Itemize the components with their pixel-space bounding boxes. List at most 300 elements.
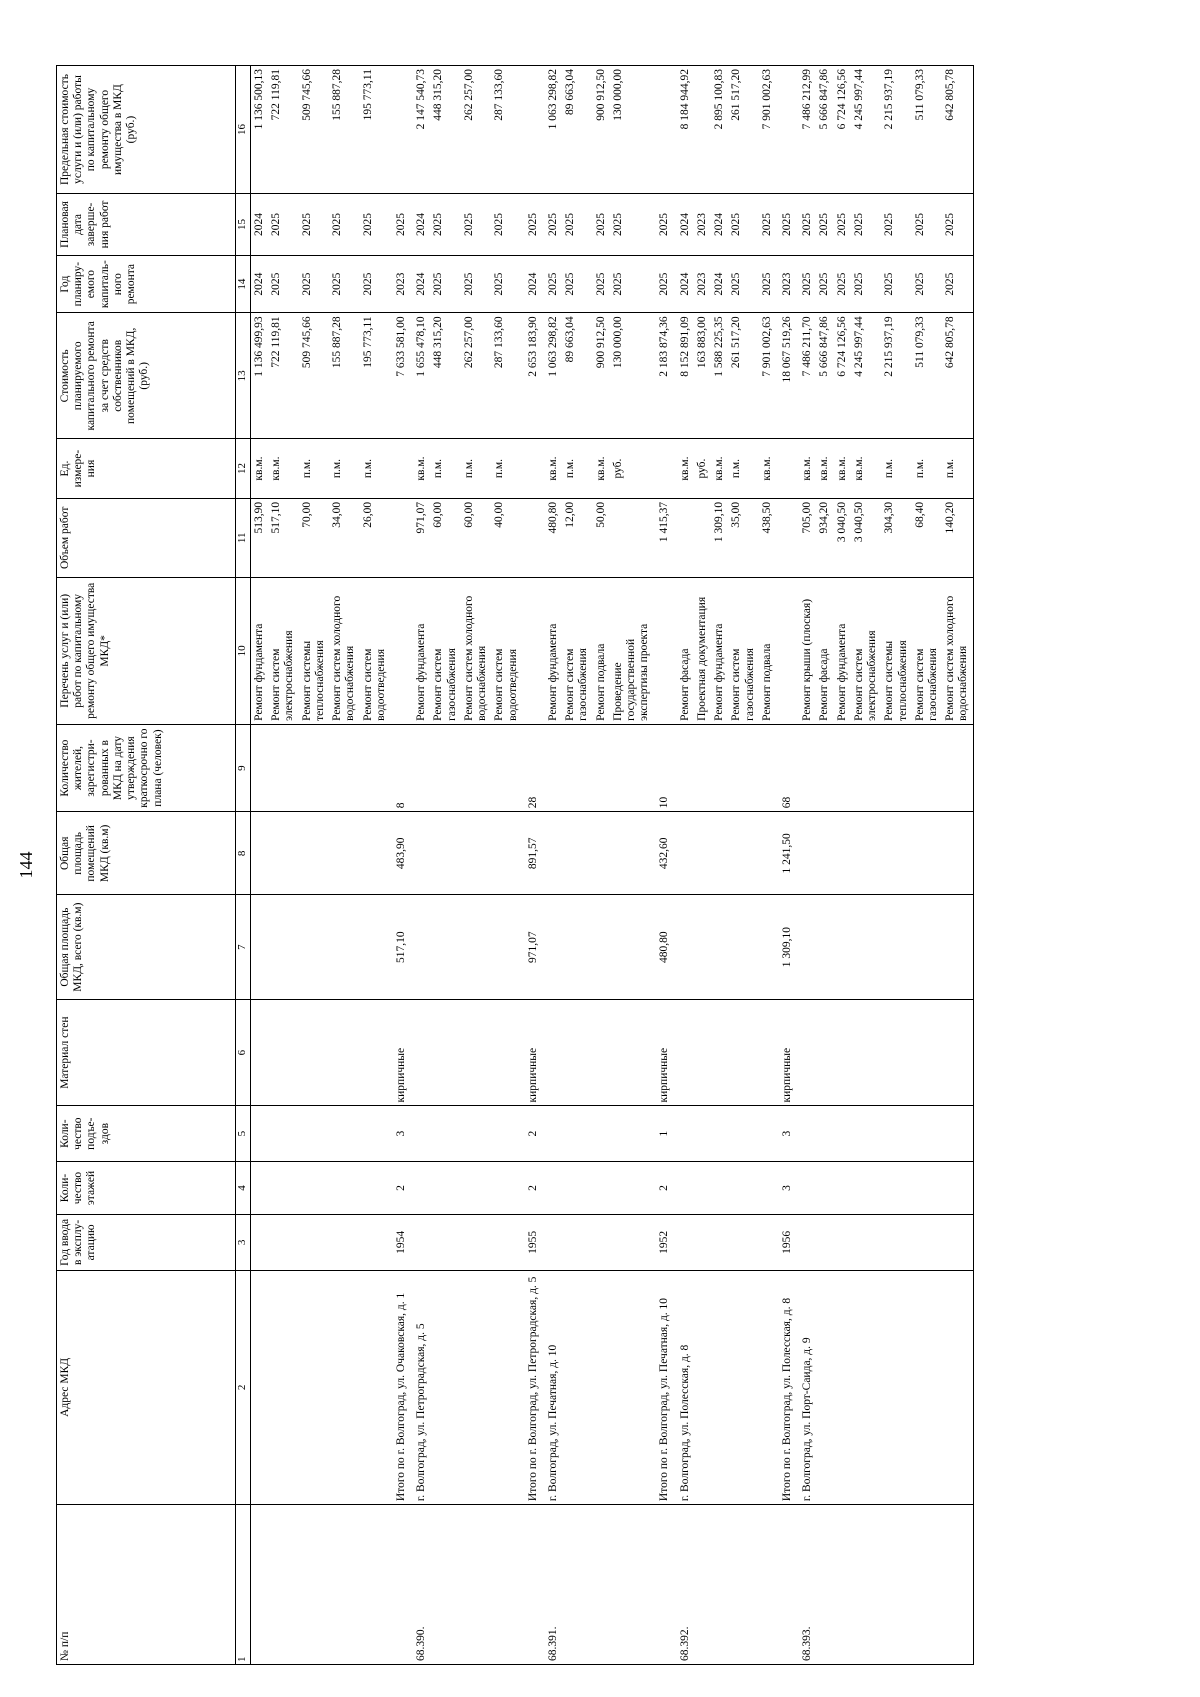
cell-col-13: 2 215 937,19 [881, 313, 911, 439]
cell-col-7 [562, 895, 592, 999]
cell-col-4 [912, 1161, 942, 1214]
cell-col-14: 2025 [329, 255, 359, 313]
cell-col-8 [430, 812, 460, 895]
cell-col-5 [562, 1106, 592, 1161]
cell-col-4 [610, 1161, 654, 1214]
column-header-row [57, 66, 236, 1665]
cell-col-12: руб. [610, 439, 654, 499]
cell-col-14: 2025 [881, 255, 911, 313]
cell-col-9 [816, 724, 833, 811]
cell-col-6 [694, 999, 711, 1106]
cell-col-12: п.м. [430, 439, 460, 499]
cell-col-13: 900 912,50 [593, 313, 610, 439]
cell-col-2: г. Волгоград, ул. Порт-Саида, д. 9 [796, 1270, 816, 1505]
cell-col-16: 4 245 997,44 [851, 66, 881, 194]
table-row [251, 66, 269, 1665]
cell-col-11 [776, 498, 796, 577]
cell-col-16: 7 486 212,99 [796, 66, 816, 194]
cell-col-7: 480,80 [653, 895, 673, 999]
cell-col-7: 971,07 [522, 895, 542, 999]
cell-col-12: п.м. [360, 439, 390, 499]
cell-col-10 [522, 577, 542, 724]
cell-col-11: 3 040,50 [834, 498, 851, 577]
cell-col-3 [491, 1215, 521, 1270]
cell-col-6 [299, 999, 329, 1106]
cell-col-6 [759, 999, 776, 1106]
cell-col-11: 1 415,37 [653, 498, 673, 577]
cell-col-1 [728, 1505, 758, 1665]
cell-col-14: 2025 [268, 255, 298, 313]
cell-col-5 [942, 1106, 973, 1161]
cell-col-16: 287 133,60 [491, 66, 521, 194]
cell-col-15: 2025 [942, 194, 973, 256]
table-row [329, 66, 359, 1665]
cell-col-8 [542, 812, 562, 895]
cell-col-9 [694, 724, 711, 811]
cell-col-2: Итого по г. Волгоград, ул. Петроградская, д. 5 [522, 1270, 542, 1505]
cell-col-9 [329, 724, 359, 811]
cell-col-3 [759, 1215, 776, 1270]
cell-col-3: 1956 [776, 1215, 796, 1270]
cell-col-3 [796, 1215, 816, 1270]
cell-col-2 [562, 1270, 592, 1505]
cell-col-10: Ремонт систем водоотведения [491, 577, 521, 724]
cell-col-14: 2025 [461, 255, 491, 313]
cell-col-14: 2025 [942, 255, 973, 313]
cell-col-12: кв.м. [593, 439, 610, 499]
cell-col-12: кв.м. [410, 439, 430, 499]
cell-col-12 [776, 439, 796, 499]
cell-col-15: 2025 [728, 194, 758, 256]
cell-col-2 [329, 1270, 359, 1505]
cell-col-7 [851, 895, 881, 999]
cell-col-7 [360, 895, 390, 999]
cell-col-9 [299, 724, 329, 811]
cell-col-15: 2025 [461, 194, 491, 256]
cell-col-8: 891,57 [522, 812, 542, 895]
cell-col-2: г. Волгоград, ул. Петроградская, д. 5 [410, 1270, 430, 1505]
cell-col-6 [851, 999, 881, 1106]
cell-col-15: 2025 [299, 194, 329, 256]
cell-col-4 [329, 1161, 359, 1214]
address-row [542, 66, 562, 1665]
cell-col-4 [674, 1161, 694, 1214]
cell-col-13: 7 901 002,63 [759, 313, 776, 439]
cell-col-14: 2025 [430, 255, 460, 313]
cell-col-16: 448 315,20 [430, 66, 460, 194]
table-row [881, 66, 911, 1665]
cell-col-11: 60,00 [430, 498, 460, 577]
cell-col-16: 722 119,81 [268, 66, 298, 194]
address-row [796, 66, 816, 1665]
cell-col-7 [299, 895, 329, 999]
cell-col-11: 26,00 [360, 498, 390, 577]
cell-col-14: 2025 [542, 255, 562, 313]
table-row [430, 66, 460, 1665]
cell-col-4 [942, 1161, 973, 1214]
cell-col-6: кирпичные [653, 999, 673, 1106]
cell-col-8 [299, 812, 329, 895]
cell-col-8 [759, 812, 776, 895]
cell-col-13: 2 183 874,36 [653, 313, 673, 439]
cell-col-11: 34,00 [329, 498, 359, 577]
cell-col-3: 1954 [390, 1215, 410, 1270]
cell-col-9: 28 [522, 724, 542, 811]
cell-col-10: Ремонт систем водоотведения [360, 577, 390, 724]
cell-col-7 [759, 895, 776, 999]
cell-col-4 [796, 1161, 816, 1214]
cell-col-4 [299, 1161, 329, 1214]
cell-col-16: 6 724 126,56 [834, 66, 851, 194]
cell-col-4 [268, 1161, 298, 1214]
cell-col-16: 262 257,00 [461, 66, 491, 194]
cell-col-10: Ремонт фундамента [251, 577, 269, 724]
cell-col-3 [593, 1215, 610, 1270]
cell-col-5 [694, 1106, 711, 1161]
cell-col-11: 480,80 [542, 498, 562, 577]
cell-col-6 [461, 999, 491, 1106]
cell-col-2: Итого по г. Волгоград, ул. Печатная, д. 10 [653, 1270, 673, 1505]
cell-col-3 [430, 1215, 460, 1270]
cell-col-5 [329, 1106, 359, 1161]
cell-col-8 [461, 812, 491, 895]
cell-col-13: 1 063 298,82 [542, 313, 562, 439]
cell-col-11 [522, 498, 542, 577]
table-row [912, 66, 942, 1665]
cell-col-16: 2 215 937,19 [881, 66, 911, 194]
column-header-16: Предельная стоимость услуги и (или) работы по капитальному ремонту общего имущества в МКД (руб.) [57, 66, 236, 194]
column-number-5: 5 [236, 1106, 251, 1161]
cell-col-7 [834, 895, 851, 999]
cell-col-14: 2025 [912, 255, 942, 313]
table-row [816, 66, 833, 1665]
table-row [461, 66, 491, 1665]
cell-col-1 [816, 1505, 833, 1665]
cell-col-12: кв.м. [816, 439, 833, 499]
cell-col-5: 2 [522, 1106, 542, 1161]
cell-col-14: 2025 [360, 255, 390, 313]
cell-col-1 [912, 1505, 942, 1665]
cell-col-9 [360, 724, 390, 811]
cell-col-7 [942, 895, 973, 999]
cell-col-7 [542, 895, 562, 999]
cell-col-10: Ремонт фасада [816, 577, 833, 724]
cell-col-10: Ремонт подвала [759, 577, 776, 724]
cell-col-4 [491, 1161, 521, 1214]
cell-col-12: кв.м. [796, 439, 816, 499]
cell-col-14: 2025 [796, 255, 816, 313]
cell-col-15: 2025 [610, 194, 654, 256]
cell-col-12: п.м. [881, 439, 911, 499]
cell-col-7 [329, 895, 359, 999]
cell-col-12: кв.м. [711, 439, 728, 499]
cell-col-16: 261 517,20 [728, 66, 758, 194]
cell-col-8 [329, 812, 359, 895]
table-row [593, 66, 610, 1665]
column-number-4: 4 [236, 1161, 251, 1214]
cell-col-10 [776, 577, 796, 724]
table-row [562, 66, 592, 1665]
column-header-3: Год ввода в эксплу-атацию [57, 1215, 236, 1270]
cell-col-4 [694, 1161, 711, 1214]
cell-col-5 [711, 1106, 728, 1161]
cell-col-11: 971,07 [410, 498, 430, 577]
cell-col-6 [942, 999, 973, 1106]
address-row [674, 66, 694, 1665]
cell-col-11: 438,50 [759, 498, 776, 577]
cell-col-2 [759, 1270, 776, 1505]
cell-col-9 [461, 724, 491, 811]
cell-col-1 [329, 1505, 359, 1665]
cell-col-11 [674, 498, 694, 577]
cell-col-15: 2024 [251, 194, 269, 256]
cell-col-16: 130 000,00 [610, 66, 654, 194]
cell-col-16: 8 184 944,92 [674, 66, 694, 194]
cell-col-16: 7 901 002,63 [759, 66, 776, 194]
cell-col-6 [329, 999, 359, 1106]
cell-col-4: 3 [776, 1161, 796, 1214]
cell-col-13: 4 245 997,44 [851, 313, 881, 439]
cell-col-5 [728, 1106, 758, 1161]
cell-col-13: 2 653 183,90 [522, 313, 542, 439]
cell-col-3: 1952 [653, 1215, 673, 1270]
cell-col-3 [728, 1215, 758, 1270]
cell-col-13: 262 257,00 [461, 313, 491, 439]
cell-col-2 [912, 1270, 942, 1505]
column-header-14: Год планиру-емого капиталь-ного ремонта [57, 255, 236, 313]
cell-col-7 [796, 895, 816, 999]
cell-col-7 [694, 895, 711, 999]
column-header-8: Общая площадь помещений МКД (кв.м) [57, 812, 236, 895]
cell-col-14: 2025 [491, 255, 521, 313]
cell-col-13: 511 079,33 [912, 313, 942, 439]
cell-col-8 [942, 812, 973, 895]
cell-col-16: 509 745,66 [299, 66, 329, 194]
cell-col-11: 1 309,10 [711, 498, 728, 577]
cell-col-1 [251, 1505, 269, 1665]
column-header-5: Коли-чество подъе-здов [57, 1106, 236, 1161]
cell-col-5 [461, 1106, 491, 1161]
cell-col-1 [653, 1505, 673, 1665]
cell-col-12: кв.м. [542, 439, 562, 499]
cell-col-12: кв.м. [268, 439, 298, 499]
cell-col-15: 2025 [816, 194, 833, 256]
cell-col-4 [251, 1161, 269, 1214]
cell-col-16: 1 063 298,82 [542, 66, 562, 194]
cell-col-9 [796, 724, 816, 811]
cell-col-13: 5 666 847,86 [816, 313, 833, 439]
cell-col-2 [593, 1270, 610, 1505]
cell-col-6 [834, 999, 851, 1106]
cell-col-8 [410, 812, 430, 895]
cell-col-10: Ремонт систем газоснабжения [912, 577, 942, 724]
cell-col-8 [816, 812, 833, 895]
cell-col-4 [461, 1161, 491, 1214]
cell-col-8: 483,90 [390, 812, 410, 895]
cell-col-15: 2025 [522, 194, 542, 256]
total-row [390, 66, 410, 1665]
document-sheet [16, 65, 1176, 1665]
cell-col-15: 2025 [360, 194, 390, 256]
cell-col-1 [360, 1505, 390, 1665]
cell-col-7 [881, 895, 911, 999]
cell-col-1 [299, 1505, 329, 1665]
capital-repair-table [56, 65, 974, 1665]
cell-col-7: 1 309,10 [776, 895, 796, 999]
cell-col-8 [834, 812, 851, 895]
cell-col-10: Ремонт системы теплоснабжения [881, 577, 911, 724]
cell-col-8: 432,60 [653, 812, 673, 895]
cell-col-15: 2025 [776, 194, 796, 256]
cell-col-8 [728, 812, 758, 895]
cell-col-1: 68.392. [674, 1505, 694, 1665]
cell-col-9: 10 [653, 724, 673, 811]
cell-col-1: 68.391. [542, 1505, 562, 1665]
cell-col-9 [942, 724, 973, 811]
cell-col-2: Итого по г. Волгоград, ул. Очаковская, д. 1 [390, 1270, 410, 1505]
cell-col-1 [834, 1505, 851, 1665]
cell-col-3 [360, 1215, 390, 1270]
cell-col-12: п.м. [491, 439, 521, 499]
column-header-7: Общая площадь МКД, всего (кв.м) [57, 895, 236, 999]
cell-col-3: 1955 [522, 1215, 542, 1270]
cell-col-10: Проведение государственной экспертизы проекта [610, 577, 654, 724]
column-header-4: Коли-чество этажей [57, 1161, 236, 1214]
cell-col-14: 2023 [390, 255, 410, 313]
cell-col-14: 2025 [593, 255, 610, 313]
cell-col-15: 2025 [268, 194, 298, 256]
cell-col-7 [268, 895, 298, 999]
total-row [776, 66, 796, 1665]
cell-col-11: 60,00 [461, 498, 491, 577]
column-number-15: 15 [236, 194, 251, 256]
cell-col-16: 511 079,33 [912, 66, 942, 194]
cell-col-1 [268, 1505, 298, 1665]
cell-col-2 [251, 1270, 269, 1505]
cell-col-11: 12,00 [562, 498, 592, 577]
cell-col-8 [268, 812, 298, 895]
cell-col-15: 2025 [593, 194, 610, 256]
cell-col-6 [562, 999, 592, 1106]
cell-col-3 [542, 1215, 562, 1270]
cell-col-11 [694, 498, 711, 577]
cell-col-15: 2025 [542, 194, 562, 256]
cell-col-13: 18 067 519,26 [776, 313, 796, 439]
cell-col-10: Ремонт подвала [593, 577, 610, 724]
cell-col-13: 287 133,60 [491, 313, 521, 439]
cell-col-6: кирпичные [776, 999, 796, 1106]
cell-col-12: кв.м. [759, 439, 776, 499]
table-row [942, 66, 973, 1665]
cell-col-12: п.м. [299, 439, 329, 499]
cell-col-2 [360, 1270, 390, 1505]
cell-col-11: 513,90 [251, 498, 269, 577]
cell-col-13: 163 883,00 [694, 313, 711, 439]
cell-col-16: 642 805,78 [942, 66, 973, 194]
cell-col-6 [728, 999, 758, 1106]
cell-col-3 [912, 1215, 942, 1270]
cell-col-9 [851, 724, 881, 811]
cell-col-10: Ремонт фундамента [711, 577, 728, 724]
cell-col-6 [593, 999, 610, 1106]
cell-col-1 [522, 1505, 542, 1665]
cell-col-14: 2023 [694, 255, 711, 313]
cell-col-11: 140,20 [942, 498, 973, 577]
column-header-1: № п/п [57, 1505, 236, 1665]
cell-col-10 [653, 577, 673, 724]
cell-col-9 [542, 724, 562, 811]
cell-col-6 [816, 999, 833, 1106]
cell-col-1 [851, 1505, 881, 1665]
cell-col-8 [360, 812, 390, 895]
cell-col-6 [360, 999, 390, 1106]
cell-col-12: руб. [694, 439, 711, 499]
cell-col-16 [522, 66, 542, 194]
cell-col-13: 448 315,20 [430, 313, 460, 439]
cell-col-9 [410, 724, 430, 811]
cell-col-4: 2 [653, 1161, 673, 1214]
cell-col-6 [491, 999, 521, 1106]
cell-col-2 [610, 1270, 654, 1505]
cell-col-15: 2023 [694, 194, 711, 256]
cell-col-16 [390, 66, 410, 194]
column-header-6: Материал стен [57, 999, 236, 1106]
cell-col-15: 2025 [653, 194, 673, 256]
column-number-9: 9 [236, 724, 251, 811]
cell-col-9 [430, 724, 460, 811]
cell-col-1 [430, 1505, 460, 1665]
cell-col-10: Ремонт фундамента [834, 577, 851, 724]
cell-col-13: 1 136 499,93 [251, 313, 269, 439]
cell-col-10: Проектная документация [694, 577, 711, 724]
cell-col-15: 2025 [851, 194, 881, 256]
page-number: 144 [16, 851, 36, 879]
cell-col-1 [610, 1505, 654, 1665]
cell-col-3 [942, 1215, 973, 1270]
cell-col-14: 2023 [776, 255, 796, 313]
cell-col-6 [796, 999, 816, 1106]
cell-col-4 [711, 1161, 728, 1214]
cell-col-16: 2 147 540,73 [410, 66, 430, 194]
cell-col-5 [851, 1106, 881, 1161]
cell-col-12: кв.м. [251, 439, 269, 499]
cell-col-12: кв.м. [674, 439, 694, 499]
cell-col-1 [390, 1505, 410, 1665]
cell-col-11: 517,10 [268, 498, 298, 577]
cell-col-5 [610, 1106, 654, 1161]
cell-col-11: 68,40 [912, 498, 942, 577]
cell-col-8 [881, 812, 911, 895]
cell-col-4 [881, 1161, 911, 1214]
cell-col-13: 7 633 581,00 [390, 313, 410, 439]
cell-col-1 [759, 1505, 776, 1665]
cell-col-4 [593, 1161, 610, 1214]
cell-col-8 [912, 812, 942, 895]
cell-col-1 [461, 1505, 491, 1665]
cell-col-5 [491, 1106, 521, 1161]
cell-col-1: 68.390. [410, 1505, 430, 1665]
column-number-8: 8 [236, 812, 251, 895]
cell-col-13: 1 588 225,35 [711, 313, 728, 439]
cell-col-16 [653, 66, 673, 194]
cell-col-14: 2024 [251, 255, 269, 313]
column-number-row [236, 66, 251, 1665]
cell-col-12: п.м. [562, 439, 592, 499]
cell-col-10: Ремонт систем электроснабжения [851, 577, 881, 724]
cell-col-1: 68.393. [796, 1505, 816, 1665]
cell-col-5 [881, 1106, 911, 1161]
cell-col-9 [491, 724, 521, 811]
